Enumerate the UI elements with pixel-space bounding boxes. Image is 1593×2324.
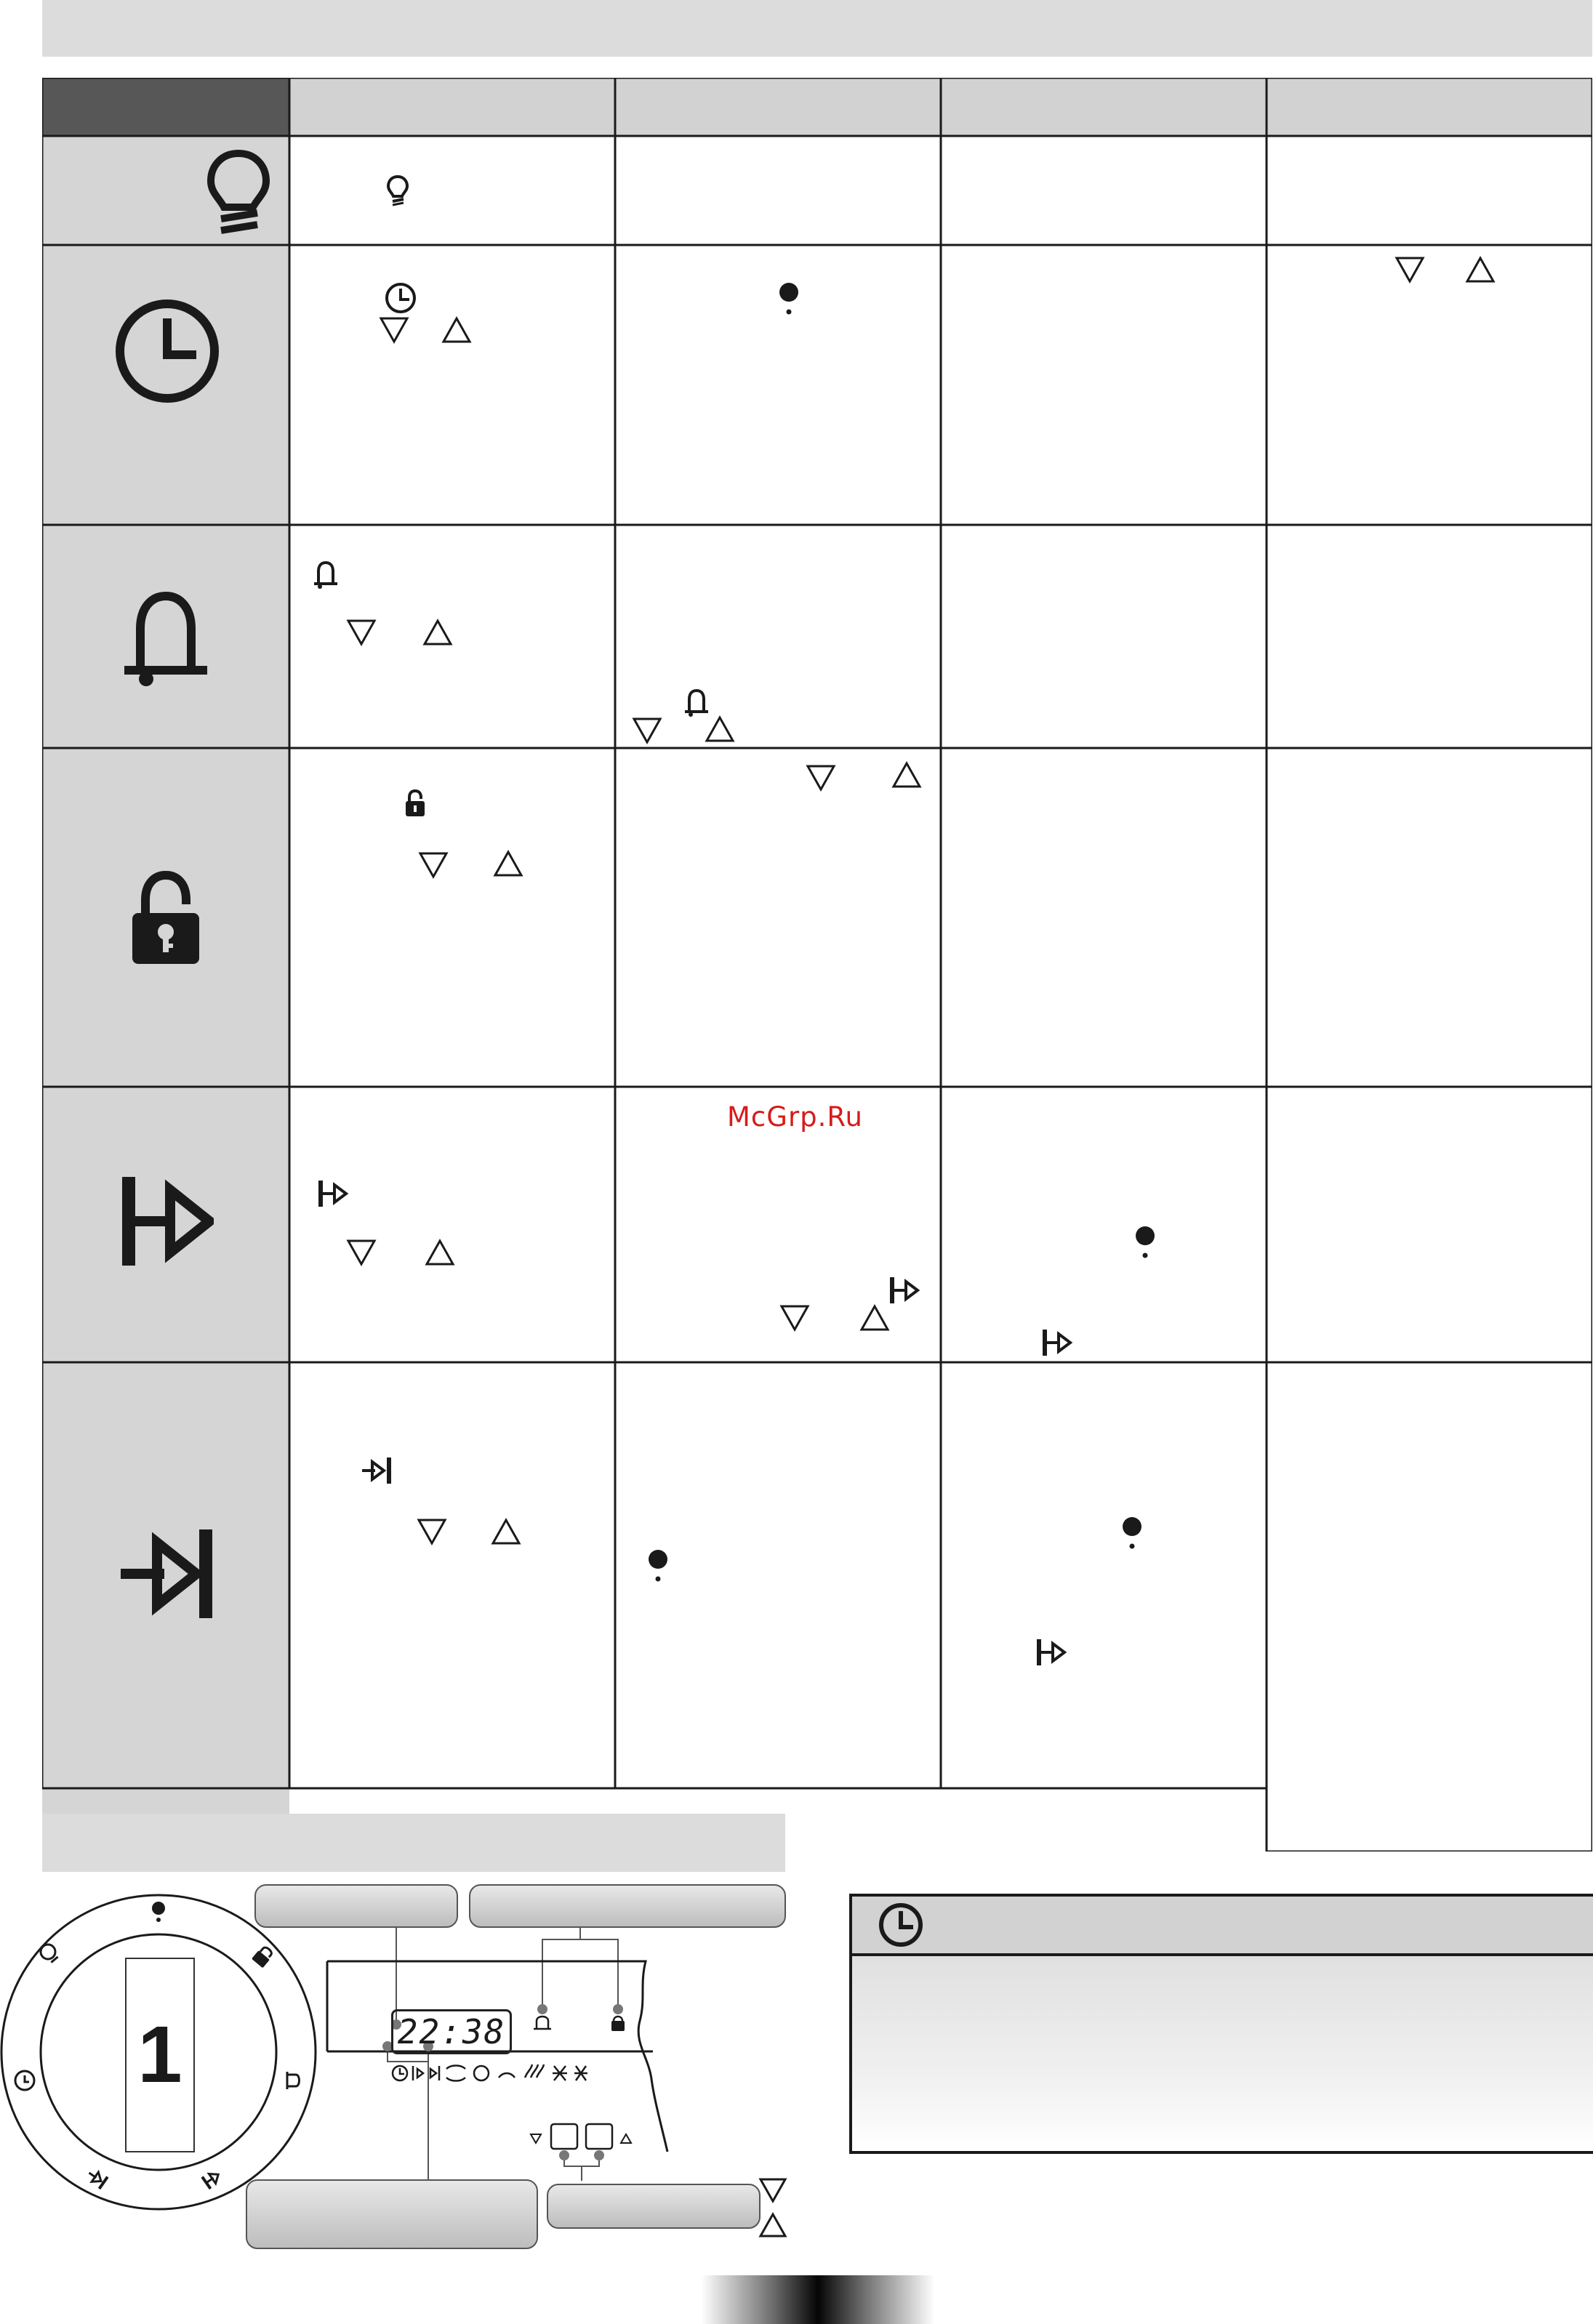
end-of-cooking-icon (116, 1527, 218, 1621)
light-bulb-icon (385, 174, 410, 206)
down-arrow-icon (779, 1303, 810, 1332)
up-arrow-icon (491, 1517, 521, 1546)
up-arrow-icon (422, 618, 453, 647)
up-arrow-icon (425, 1238, 455, 1267)
down-arrow-icon (758, 2176, 787, 2204)
clock-icon (384, 281, 417, 315)
dot-icon (1134, 1223, 1156, 1261)
cooking-duration-icon (119, 1174, 214, 1268)
clock-info-header (852, 1897, 1593, 1956)
page-tab (702, 2275, 934, 2324)
bell-icon (313, 560, 339, 590)
clock-icon (877, 1901, 925, 1949)
up-arrow-icon (441, 315, 472, 345)
clock-info-box (849, 1894, 1593, 2154)
header-band (42, 0, 1592, 57)
up-arrow-icon (758, 2211, 787, 2239)
down-arrow-icon (417, 1517, 447, 1546)
dial-position: 1 (125, 1958, 195, 2152)
cooking-duration-icon (1041, 1328, 1073, 1357)
bell-icon (683, 688, 710, 718)
up-arrow-icon (705, 715, 735, 744)
down-arrow-icon (346, 1238, 377, 1267)
down-arrow-icon (379, 315, 409, 345)
up-arrow-icon (859, 1303, 890, 1332)
dot-icon (1121, 1514, 1143, 1552)
dot-icon (778, 280, 800, 318)
cooking-duration-icon (317, 1179, 349, 1208)
watermark: McGrp.Ru (727, 1101, 863, 1133)
table-header-corner (42, 78, 289, 136)
section-band (42, 1814, 785, 1872)
bell-icon (119, 589, 213, 691)
lock-icon (129, 871, 202, 967)
function-table (42, 78, 1592, 1851)
down-arrow-icon (418, 851, 449, 880)
end-of-cooking-icon (361, 1456, 394, 1485)
up-arrow-icon (493, 849, 523, 878)
light-bulb-icon (202, 149, 275, 239)
clock-icon (113, 297, 222, 406)
control-panel (320, 1919, 705, 2195)
cooking-duration-icon (888, 1276, 920, 1305)
down-arrow-icon (632, 716, 662, 745)
down-arrow-icon (346, 618, 377, 647)
down-arrow-icon (1395, 255, 1425, 284)
lock-icon (404, 789, 426, 818)
dot-icon (647, 1547, 669, 1585)
up-arrow-icon (1465, 255, 1496, 284)
time-display: 22:38 (391, 2009, 512, 2054)
cooking-duration-icon (1035, 1638, 1067, 1667)
up-arrow-icon (891, 760, 922, 789)
down-arrow-icon (806, 763, 836, 792)
